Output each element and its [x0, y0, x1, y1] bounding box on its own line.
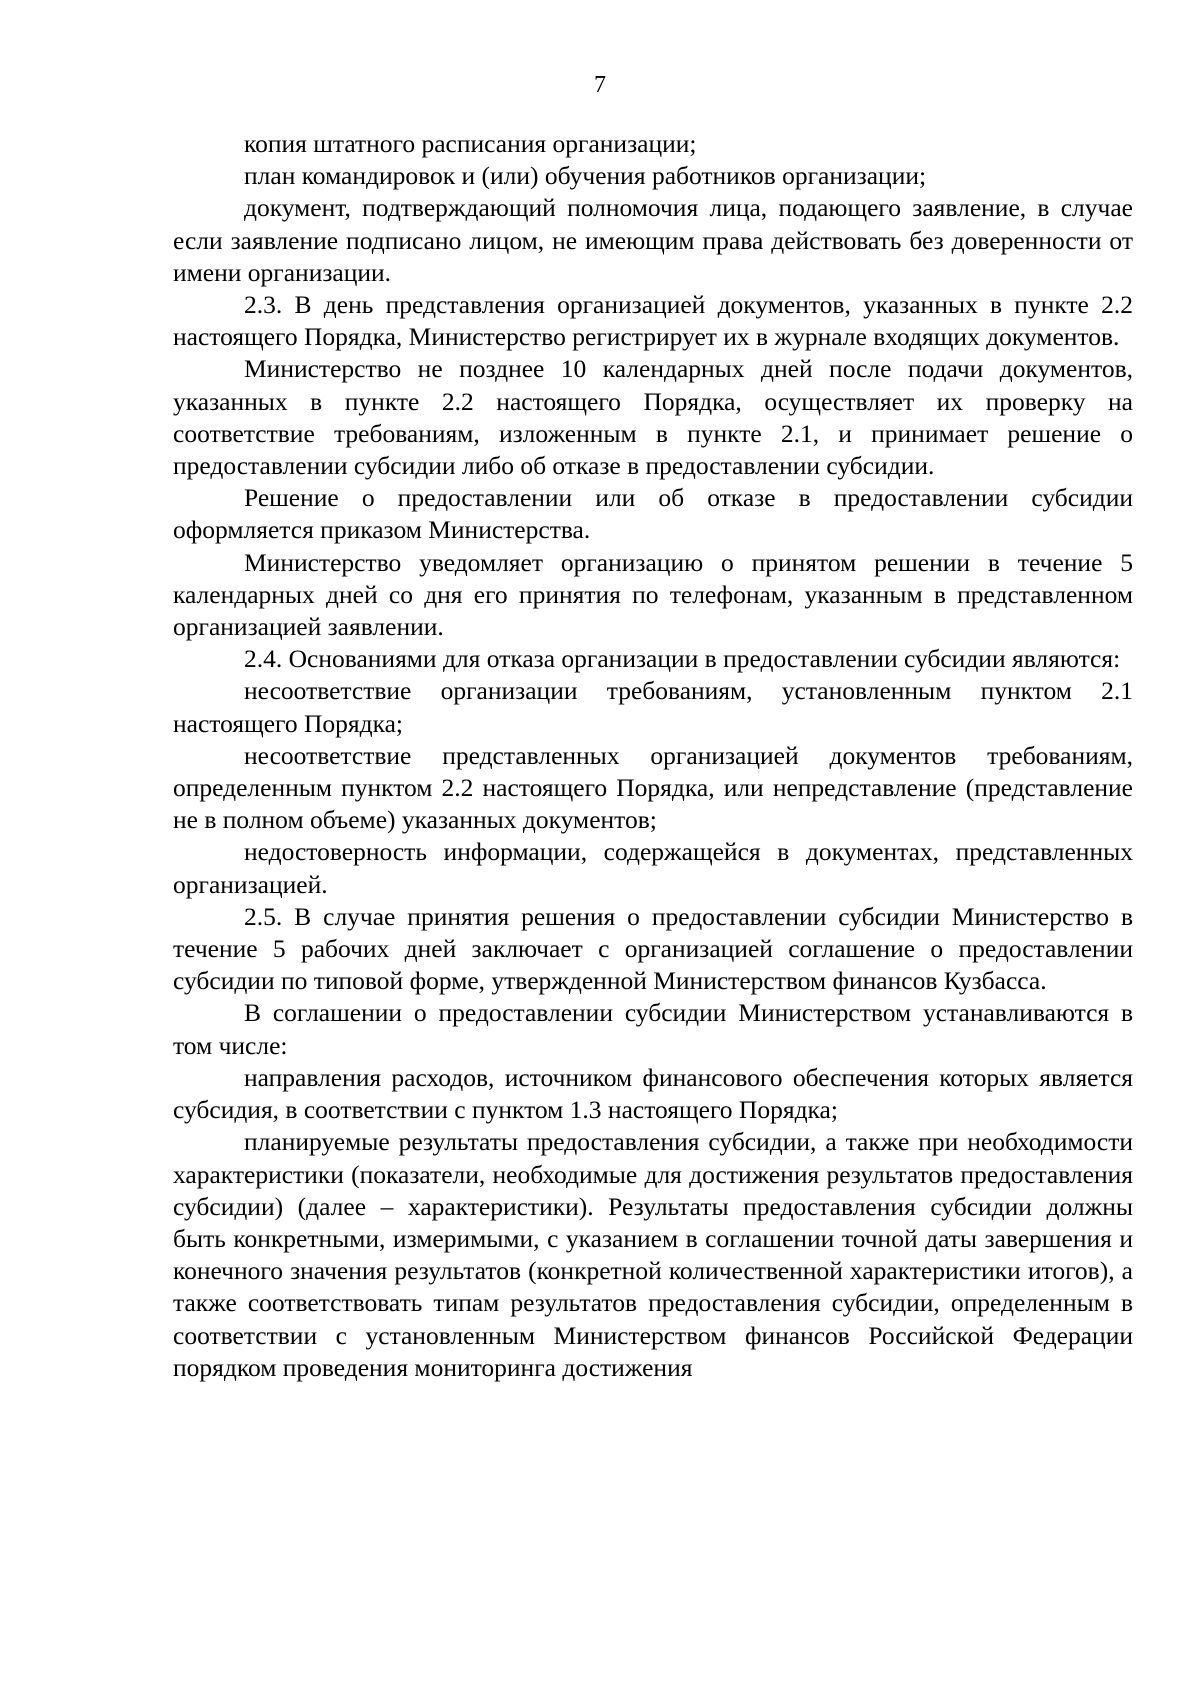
document-body	[173, 128, 1133, 1384]
paragraph: несоответствие организации требованиям, установленным пунктом 2.1 настоящего Порядка;	[173, 676, 1133, 738]
paragraph: планируемые результаты предоставления субсидии, а также при необходимости характеристики (показатели, необходимые для достижения результатов предоставления субсидии) (далее – характеристики). Результаты предоставления субсидии должны быть конкретными, измеримыми, с указанием в соглашении точной даты завершения и конечного значения результатов (конкретной количественной характеристики итогов), а также соответствовать типам результатов предоставления субсидии, определенным в соответствии с установленным Министерством финансов Российской Федерации порядком проведения мониторинга достижения	[173, 1127, 1133, 1382]
paragraph: план командировок и (или) обучения работников организации;	[244, 161, 927, 191]
paragraph: несоответствие представленных организацией документов требованиям, определенным пунктом 2.2 настоящего Порядка, или непредставление (представление не в полном объеме) указанных документов;	[173, 740, 1133, 835]
paragraph: документ, подтверждающий полномочия лица, подающего заявление, в случае если заявление подписано лицом, не имеющим права действовать без доверенности от имени организации.	[173, 193, 1133, 287]
paragraph: Решение о предоставлении или об отказе в предоставлении субсидии оформляется приказом Министерства.	[173, 483, 1133, 545]
paragraph: 2.5. В случае принятия решения о предоставлении субсидии Министерство в течение 5 рабочих дней заключает с организацией соглашение о предоставлении субсидии по типовой форме, утвержденной Министерством финансов Кузбасса.	[173, 901, 1133, 996]
page-number: 7	[594, 72, 606, 98]
paragraph: Министерство уведомляет организацию о принятом решении в течение 5 календарных дней со дня его принятия по телефонам, указанным в представленном организацией заявлении.	[173, 547, 1133, 642]
paragraph: копия штатного расписания организации;	[244, 129, 697, 158]
paragraph: Министерство не позднее 10 календарных дней после подачи документов, указанных в пункте 2.2 настоящего Порядка, осуществляет их проверку на соответствие требованиям, изложенным в пункте 2.1, и принимает решение о предоставлении субсидии либо об отказе в предоставлении субсидии.	[173, 354, 1133, 481]
paragraph: направления расходов, источником финансового обеспечения которых является субсидия, в соответствии с пунктом 1.3 настоящего Порядка;	[173, 1062, 1133, 1125]
paragraph: 2.4. Основаниями для отказа организации в предоставлении субсидии являются:	[244, 644, 1121, 674]
paragraph: 2.3. В день представления организацией документов, указанных в пункте 2.2 настоящего Порядка, Министерство регистрирует их в журнале входящих документов.	[173, 290, 1133, 352]
paragraph: В соглашении о предоставлении субсидии Министерством устанавливаются в том числе:	[173, 998, 1133, 1060]
paragraph: недостоверность информации, содержащейся в документах, представленных организацией.	[173, 837, 1133, 899]
